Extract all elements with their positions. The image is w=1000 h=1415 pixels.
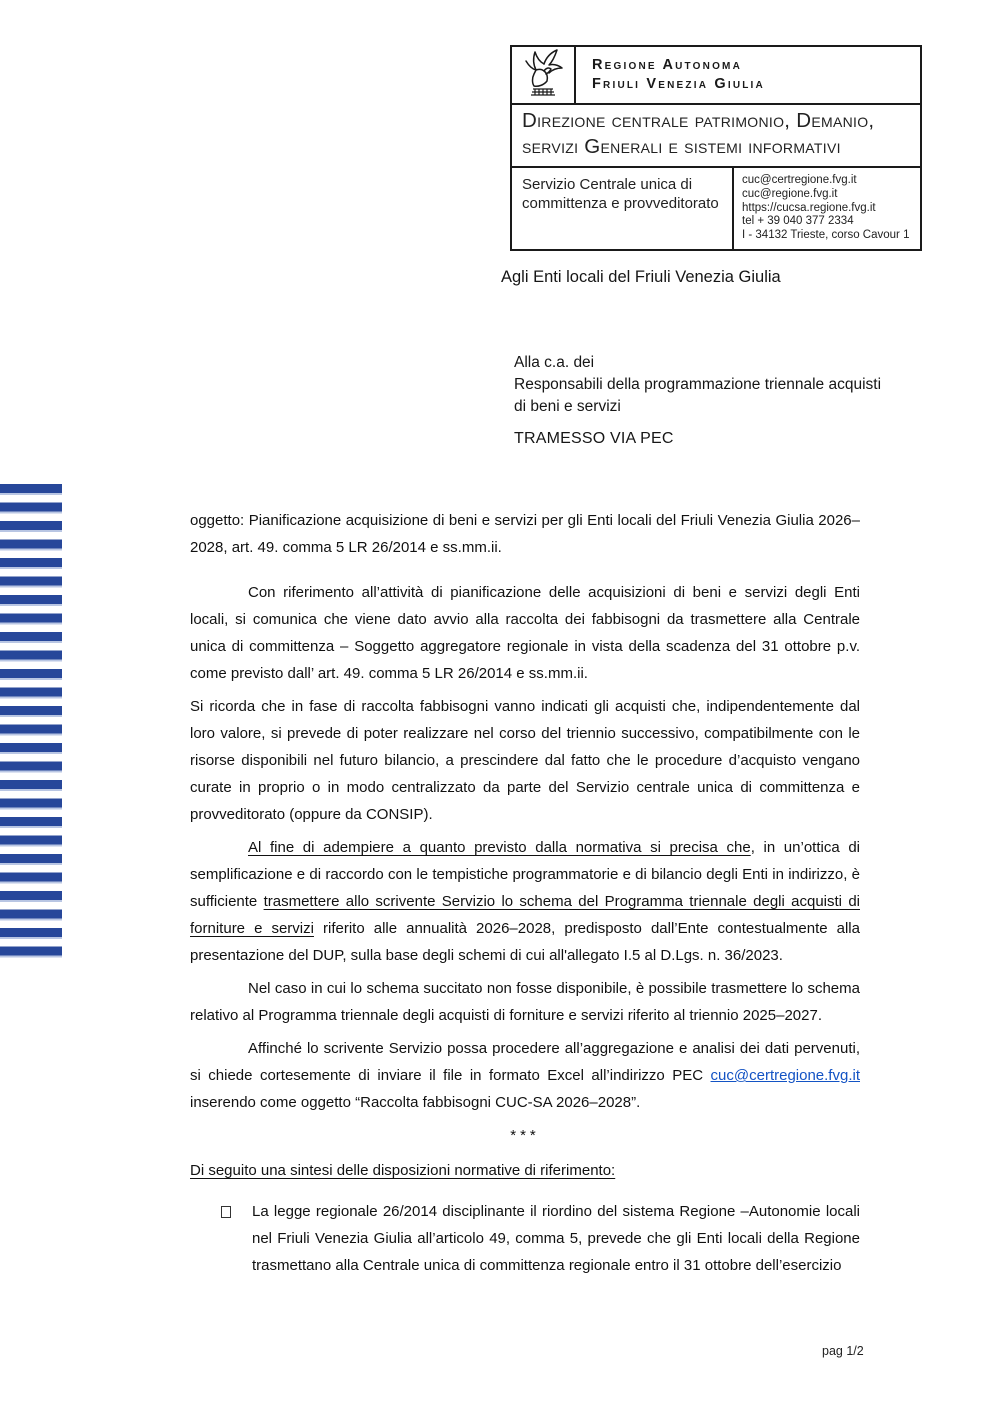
region-name-line2: Friuli Venezia Giulia (592, 76, 765, 92)
page-number: pag 1/2 (822, 1344, 864, 1358)
contact-email: cuc@regione.fvg.it (742, 187, 838, 200)
pec-email-link[interactable]: cuc@certregione.fvg.it (710, 1067, 860, 1084)
list-item-text: La legge regionale 26/2014 disciplinante il riordino del sistema Regione –Autonomie locali nel Friuli Venezia Giulia all’articolo 49, comma 5, prevede che gli Enti locali della Regione trasmettano alla Centrale unica di committenza regionale entro il 31 ottobre dell’esercizio (252, 1203, 860, 1274)
list-item (190, 1198, 860, 1279)
contact-phone: tel + 39 040 377 2334 (742, 215, 854, 228)
region-name (576, 47, 920, 103)
recipient-line: Agli Enti locali del Friuli Venezia Giulia (501, 268, 781, 286)
attention-role: Responsabili della programmazione triennale acquisti di beni e servizi (514, 376, 882, 415)
paragraph-3-text-1: , in un’ottica di semplificazione e di raccordo con le tempistiche programmatorie e di bilancio degli Enti in indirizzo, è sufficiente (190, 839, 860, 910)
paragraph-5 (190, 1035, 860, 1116)
letterhead-bottom-row (512, 168, 920, 249)
region-name-line1: Regione Autonoma (592, 57, 743, 73)
paragraph-4: Nel caso in cui lo schema succitato non fosse disponibile, è possibile trasmettere lo schema relativo al Programma triennale degli acquisti di forniture e servizi riferito al triennio 2025–2027. (190, 980, 860, 1024)
summary-heading: Di seguito una sintesi delle disposizioni normative di riferimento: (190, 1162, 616, 1179)
paragraph-1: Con riferimento all’attività di pianificazione delle acquisizioni di beni e servizi degli Enti locali, si comunica che viene dato avvio alla raccolta dei fabbisogni da trasmettere alla Centrale unica di committenza – Soggetto aggregatore regionale in vista della scadenza del 31 ottobre p.v. come previsto dall’ art. 49. comma 5 LR 26/2014 e ss.mm.ii. (190, 584, 860, 682)
contact-address: I - 34132 Trieste, corso Cavour 1 (742, 229, 910, 242)
paragraph-3-text-2: riferito alle annualità 2026–2028, predisposto dall’Ente contestualmente alla presentazione del DUP, sulla base degli schemi di cui all'allegato I.5 al D.Lgs. n. 36/2023. (190, 920, 860, 964)
letter-body (190, 507, 860, 1279)
subject-line: oggetto: Pianificazione acquisizione di beni e servizi per gli Enti locali del Friuli Venezia Giulia 2026–2028, art. 49. comma 5 LR 26/2014 e ss.mm.ii. (190, 512, 860, 556)
fvg-eagle-logo (512, 47, 576, 103)
paragraph-3-underlined-2: trasmettere allo scrivente Servizio lo schema del Programma triennale degli acquisti di forniture e servizi (190, 893, 860, 937)
paragraph-5-text-2: inserendo come oggetto “Raccolta fabbisogni CUC-SA 2026–2028”. (190, 1094, 641, 1111)
transmission-note: TRAMESSO VIA PEC (514, 430, 674, 447)
paragraph-2: Si ricorda che in fase di raccolta fabbisogni vanno indicati gli acquisti che, indipendentemente dal loro valore, si prevede di poter realizzare nel corso del triennio successivo, compatibilmente con le risorse disponibili nel futuro bilancio, a prescindere dal fatto che le procedure d’acquisto vengano curate in proprio o in modo centralizzato da parte del Servizio centrale unica di committenza e provveditorato (oppure da CONSIP). (190, 698, 860, 823)
letterhead (510, 45, 922, 251)
contact-info (732, 168, 920, 249)
attention-block (514, 352, 886, 418)
paragraph-5-text-1: Affinché lo scrivente Servizio possa procedere all’aggregazione e analisi dei dati pervenuti, si chiede cortesemente di inviare il file in formato Excel all’indirizzo PEC (190, 1040, 860, 1084)
eagle-icon (521, 48, 565, 103)
left-stripe-decoration (0, 484, 62, 958)
service-name: Servizio Centrale unica di committenza e provveditorato (522, 176, 719, 212)
section-separator: *** (510, 1127, 540, 1144)
attention-intro: Alla c.a. dei (514, 354, 595, 371)
contact-email-cert: cuc@certregione.fvg.it (742, 174, 857, 186)
contact-website: https://cucsa.regione.fvg.it (742, 201, 876, 214)
letterhead-top-row (512, 47, 920, 105)
direction-name: Direzione centrale patrimonio, Demanio, servizi Generali e sistemi informativi (512, 105, 920, 168)
square-bullet-icon (221, 1206, 231, 1218)
paragraph-3 (190, 834, 860, 969)
paragraph-3-underlined-1: Al fine di adempiere a quanto previsto dalla normativa si precisa che (248, 839, 751, 856)
